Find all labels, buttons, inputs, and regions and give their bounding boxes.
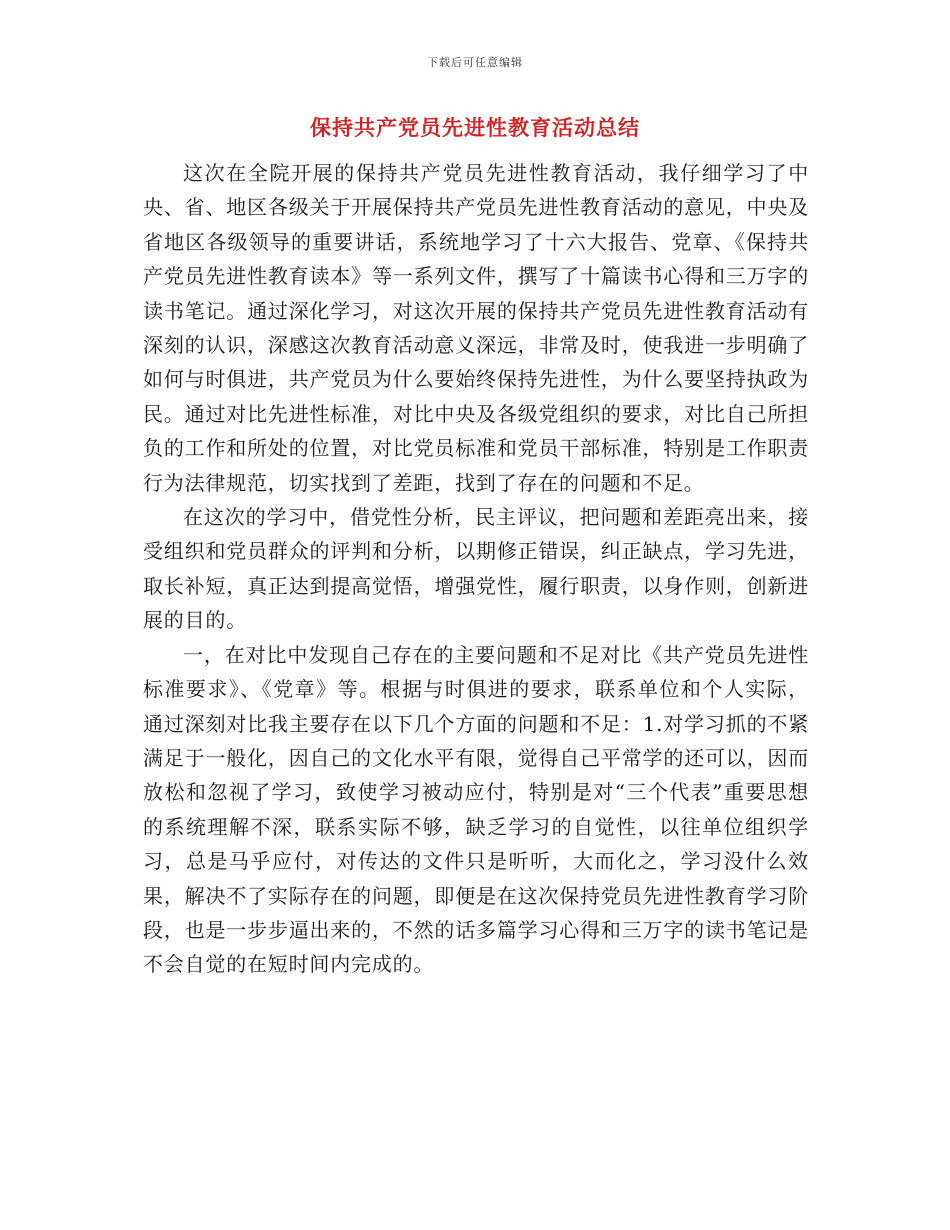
header-note: 下载后可任意编辑 [427, 56, 523, 69]
document-body [143, 156, 809, 982]
paragraph-2: 在这次的学习中，借党性分析，民主评议，把问题和差距亮出来，接受组织和党员群众的评判和分析，以期修正错误，纠正缺点，学习先进，取长补短，真正达到提高觉悟，增强党性，履行职责，以身作则，创新进展的目的。 [143, 505, 809, 633]
paragraph-3: 一，在对比中发现自己存在的主要问题和不足对比《共产党员先进性标准要求》、《党章》等。根据与时俱进的要求，联系单位和个人实际，通过深刻对比我主要存在以下几个方面的问题和不足：1.对学习抓的不紧满足于一般化，因自己的文化水平有限，觉得自己平常学的还可以，因而放松和忽视了学习，致使学习被动应付，特别是对“三个代表”重要思想的系统理解不深，联系实际不够，缺乏学习的自觉性，以往单位组织学习，总是马乎应付，对传达的文件只是听听，大而化之，学习没什么效果，解决不了实际存在的问题，即便是在这次保持党员先进性教育学习阶段，也是一步步逼出来的，不然的话多篇学习心得和三万字的读书笔记是不会自觉的在短时间内完成的。 [143, 642, 809, 977]
paragraph-1: 这次在全院开展的保持共产党员先进性教育活动，我仔细学习了中央、省、地区各级关于开展保持共产党员先进性教育活动的意见，中央及省地区各级领导的重要讲话，系统地学习了十六大报告、党章、《保持共产党员先进性教育读本》等一系列文件，撰写了十篇读书心得和三万字的读书笔记。通过深化学习，对这次开展的保持共产党员先进性教育活动有深刻的认识，深感这次教育活动意义深远，非常及时，使我进一步明确了如何与时俱进，共产党员为什么要始终保持先进性，为什么要坚持执政为民。通过对比先进性标准，对比中央及各级党组织的要求，对比自己所担负的工作和所处的位置，对比党员标准和党员干部标准，特别是工作职责行为法律规范，切实找到了差距，找到了存在的问题和不足。 [143, 161, 809, 495]
document-title: 保持共产党员先进性教育活动总结 [310, 115, 640, 140]
